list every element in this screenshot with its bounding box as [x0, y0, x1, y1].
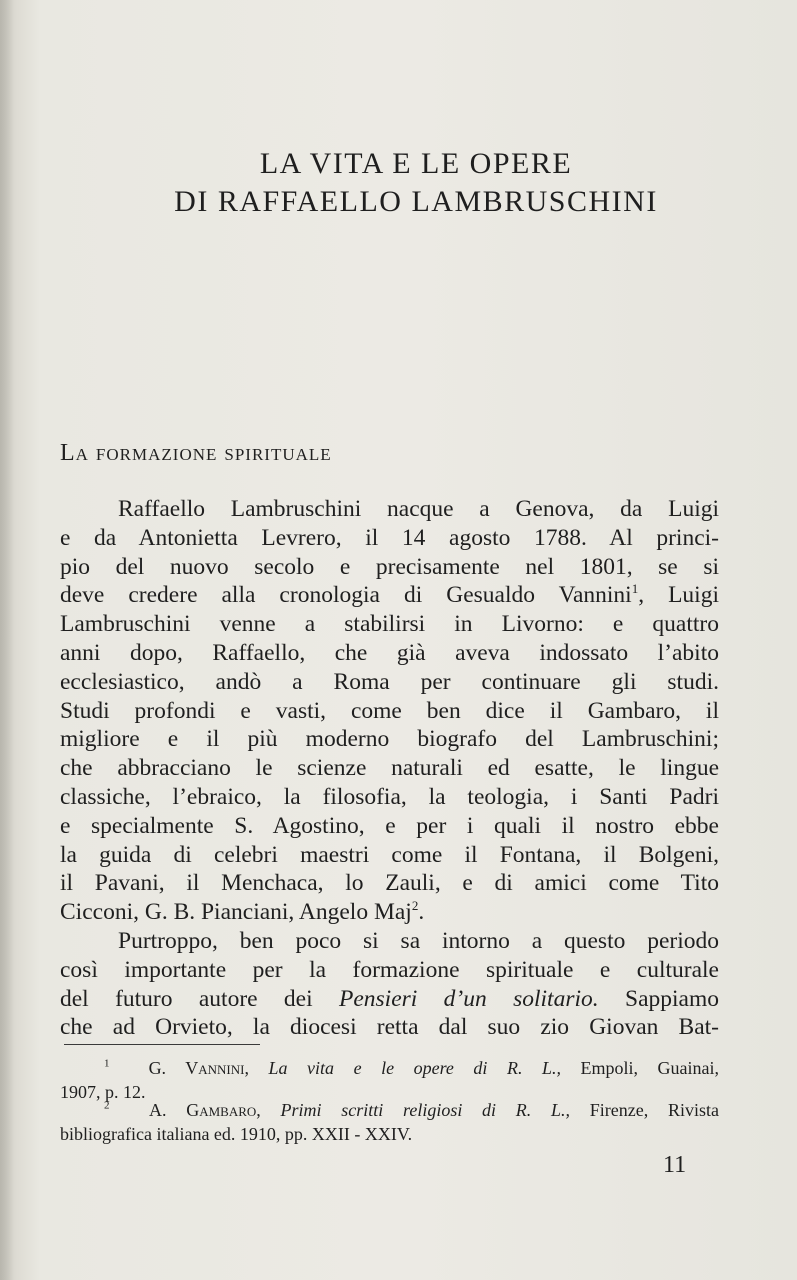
body-line	[60, 581, 719, 610]
footnote-work-title: Primi scritti religiosi di R. L.,	[280, 1100, 571, 1120]
page-number: 11	[663, 1152, 687, 1178]
footnote-text: Empoli, Guainai,	[561, 1058, 720, 1078]
footnote-mark: 1	[631, 581, 639, 597]
footnote-author: A. Gambaro,	[148, 1100, 261, 1120]
body-line: migliore e il più moderno biografo del Lambruschini;	[60, 726, 719, 753]
footnote-author: G. Vannini,	[148, 1058, 249, 1078]
body-line: e da Antonietta Levrero, il 14 agosto 1788. Al princi-	[60, 524, 719, 551]
footnote-work-title: La vita e le opere di R. L.,	[268, 1058, 561, 1078]
body-line: Raffaello Lambruschini nacque a Genova, da Luigi	[118, 496, 719, 522]
chapter-title-line-1: LA VITA E LE OPERE	[259, 147, 573, 180]
body-line: che abbracciano le scienze naturali ed esatte, le lingue	[60, 755, 719, 782]
body-line	[60, 898, 719, 927]
body-line	[60, 985, 719, 1014]
page-gutter-shadow	[0, 0, 14, 1280]
footnote-number: 1	[104, 1057, 110, 1070]
body-text-span: deve credere alla cronologia di Gesualdo Vannini	[60, 582, 632, 609]
footnote-text: Firenze, Rivista	[570, 1100, 719, 1120]
chapter-title-line-2: DI RAFFAELLO LAMBRUSCHINI	[174, 185, 658, 218]
body-line: che ad Orvieto, la diocesi retta dal suo zio Giovan Bat-	[60, 1014, 719, 1041]
body-line: così importante per la formazione spirituale e culturale	[60, 956, 719, 983]
footnote-1-cont: 1907, p. 12.	[60, 1082, 146, 1102]
body-line: ecclesiastico, andò a Roma per continuare gli studi.	[60, 668, 719, 695]
body-line: Lambruschini venne a stabilirsi in Livorno: e quattro	[60, 611, 719, 638]
body-text-span: .	[418, 899, 425, 926]
body-text-span: , Luigi	[638, 582, 719, 609]
body-line: anni dopo, Raffaello, che già aveva indossato l’abito	[60, 640, 719, 666]
body-line: pio del nuovo secolo e precisamente nel 1801, se si	[60, 553, 719, 580]
body-text-span: del futuro autore dei	[60, 985, 339, 1012]
book-title-italic: Pensieri d’un solitario.	[339, 985, 599, 1012]
footnote-2	[104, 1098, 719, 1122]
footnote-2-cont: bibliografica italiana ed. 1910, pp. XXII - XXIV.	[60, 1124, 413, 1144]
body-line: Studi profondi e vasti, come ben dice il Gambaro, il	[60, 697, 719, 724]
section-heading: La formazione spirituale	[60, 440, 332, 466]
footnote-number: 2	[104, 1099, 110, 1112]
body-line: e specialmente S. Agostino, e per i quali il nostro ebbe	[60, 812, 719, 839]
footnote-1	[104, 1056, 719, 1080]
footnote-separator	[64, 1044, 260, 1045]
body-line: la guida di celebri maestri come il Fontana, il Bolgeni,	[60, 841, 719, 868]
body-line: Purtroppo, ben poco si sa intorno a questo periodo	[118, 928, 719, 954]
body-text-span: Sappiamo	[598, 985, 719, 1012]
body-text-span: Cicconi, G. B. Pianciani, Angelo Maj	[60, 899, 412, 926]
footnote-mark: 2	[411, 898, 419, 914]
body-line: il Pavani, il Menchaca, lo Zauli, e di amici come Tito	[60, 870, 719, 897]
body-line: classiche, l’ebraico, la filosofia, la teologia, i Santi Padri	[60, 784, 719, 810]
